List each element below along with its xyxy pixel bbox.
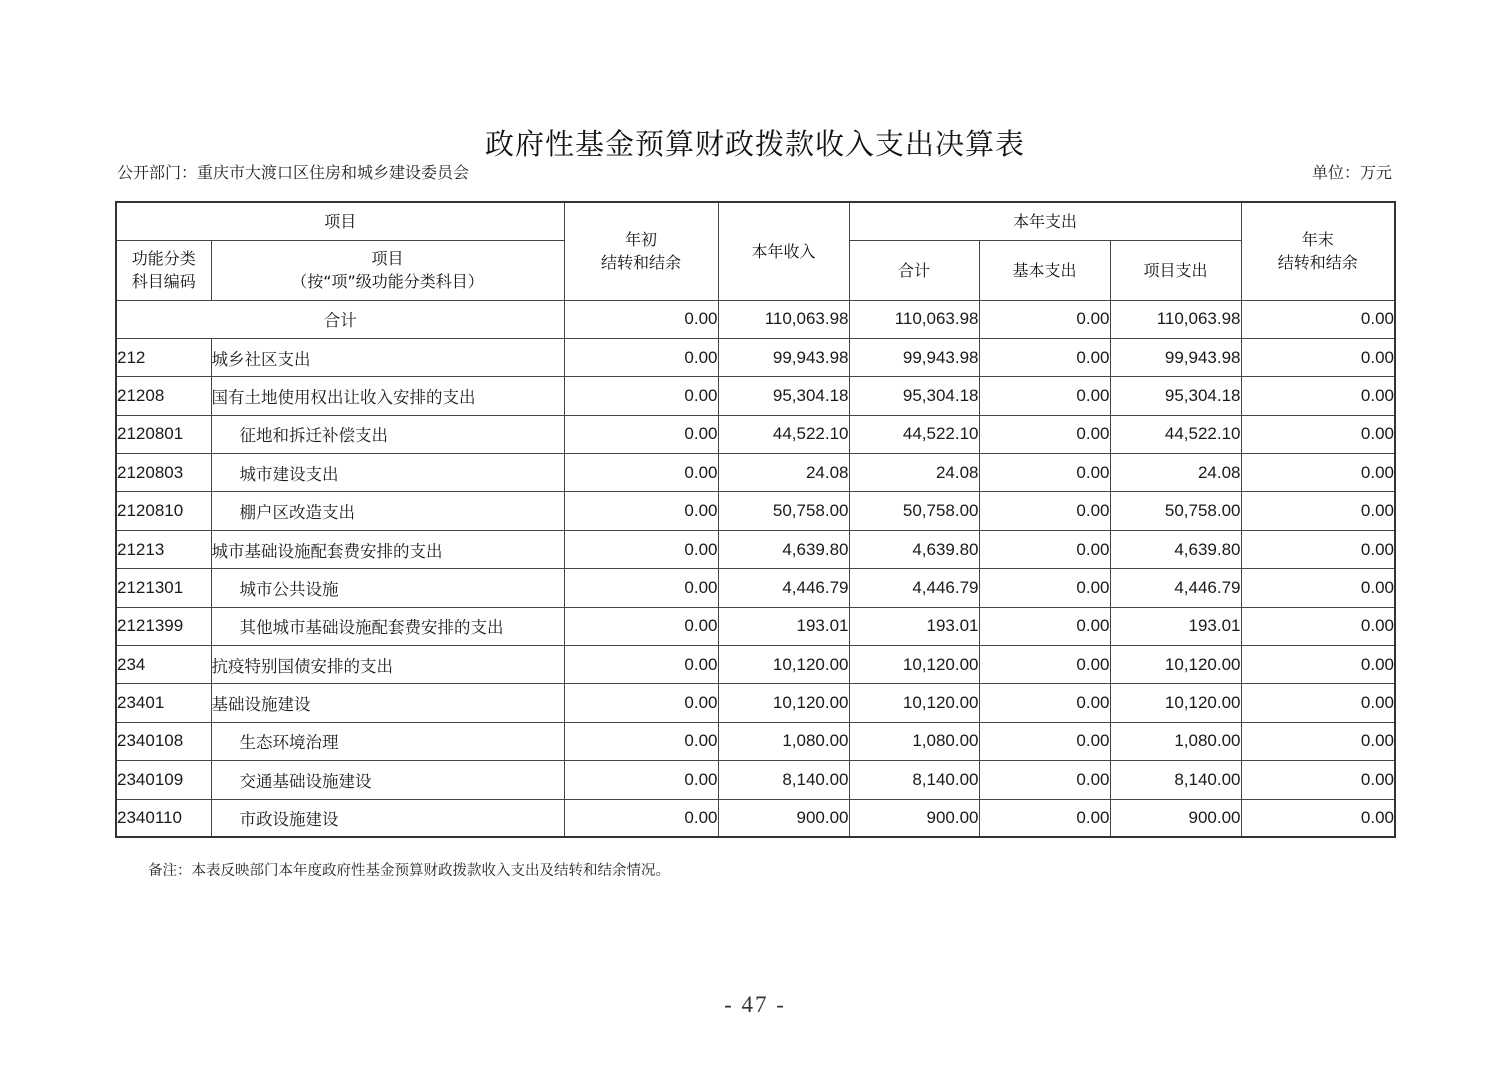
- cell-code: 2120803: [116, 454, 211, 492]
- footnote: 备注：本表反映部门本年度政府性基金预算财政拨款收入支出及结转和结余情况。: [148, 863, 670, 879]
- header-opening-balance-text: 年初 结转和结余: [601, 230, 682, 273]
- cell-income: 193.01: [718, 607, 849, 645]
- cell-expense-project: 10,120.00: [1110, 684, 1241, 722]
- budget-table: [115, 201, 1396, 838]
- table-row: [116, 377, 1395, 415]
- table-row: [116, 492, 1395, 530]
- header-code: [116, 240, 211, 300]
- cell-income: 10,120.00: [718, 684, 849, 722]
- cell-expense-total: 4,446.79: [849, 569, 979, 607]
- cell-name: 生态环境治理: [211, 722, 564, 760]
- cell-closing: 0.00: [1241, 569, 1395, 607]
- cell-expense-basic: 0.00: [979, 492, 1110, 530]
- cell-income: 24.08: [718, 454, 849, 492]
- table-row: [116, 799, 1395, 837]
- total-expense-project: 110,063.98: [1110, 300, 1241, 338]
- cell-income: 4,446.79: [718, 569, 849, 607]
- table-row: [116, 338, 1395, 376]
- cell-expense-total: 44,522.10: [849, 415, 979, 453]
- cell-expense-project: 50,758.00: [1110, 492, 1241, 530]
- total-expense-total: 110,063.98: [849, 300, 979, 338]
- cell-closing: 0.00: [1241, 377, 1395, 415]
- cell-name: 基础设施建设: [211, 684, 564, 722]
- cell-income: 10,120.00: [718, 646, 849, 684]
- cell-expense-basic: 0.00: [979, 607, 1110, 645]
- cell-expense-basic: 0.00: [979, 799, 1110, 837]
- cell-income: 50,758.00: [718, 492, 849, 530]
- header-expense: 本年支出: [849, 202, 1241, 240]
- page-title: 政府性基金预算财政拨款收入支出决算表: [484, 127, 1025, 161]
- cell-expense-total: 10,120.00: [849, 684, 979, 722]
- cell-expense-basic: 0.00: [979, 722, 1110, 760]
- header-item-detail-text: 项目 （按“项”级功能分类科目）: [291, 249, 484, 291]
- total-closing: 0.00: [1241, 300, 1395, 338]
- cell-expense-basic: 0.00: [979, 454, 1110, 492]
- cell-opening: 0.00: [564, 415, 718, 453]
- cell-expense-basic: 0.00: [979, 377, 1110, 415]
- cell-expense-basic: 0.00: [979, 415, 1110, 453]
- cell-code: 2121399: [116, 607, 211, 645]
- cell-closing: 0.00: [1241, 338, 1395, 376]
- cell-expense-total: 10,120.00: [849, 646, 979, 684]
- table-row: [116, 569, 1395, 607]
- cell-income: 95,304.18: [718, 377, 849, 415]
- cell-closing: 0.00: [1241, 607, 1395, 645]
- cell-opening: 0.00: [564, 377, 718, 415]
- table-row: [116, 761, 1395, 799]
- table-row: [116, 722, 1395, 760]
- cell-expense-total: 95,304.18: [849, 377, 979, 415]
- cell-name: 征地和拆迁补偿支出: [211, 415, 564, 453]
- cell-income: 8,140.00: [718, 761, 849, 799]
- cell-expense-basic: 0.00: [979, 569, 1110, 607]
- cell-closing: 0.00: [1241, 761, 1395, 799]
- cell-code: 2121301: [116, 569, 211, 607]
- cell-closing: 0.00: [1241, 415, 1395, 453]
- cell-opening: 0.00: [564, 607, 718, 645]
- cell-income: 99,943.98: [718, 338, 849, 376]
- cell-expense-project: 193.01: [1110, 607, 1241, 645]
- cell-closing: 0.00: [1241, 799, 1395, 837]
- cell-closing: 0.00: [1241, 684, 1395, 722]
- department-label: 公开部门：重庆市大渡口区住房和城乡建设委员会: [117, 163, 470, 182]
- cell-name: 棚户区改造支出: [211, 492, 564, 530]
- cell-name: 城市建设支出: [211, 454, 564, 492]
- cell-expense-project: 4,446.79: [1110, 569, 1241, 607]
- total-income: 110,063.98: [718, 300, 849, 338]
- header-closing-balance-text: 年末 结转和结余: [1277, 230, 1358, 273]
- cell-opening: 0.00: [564, 761, 718, 799]
- cell-name: 其他城市基础设施配套费安排的支出: [211, 607, 564, 645]
- total-opening: 0.00: [564, 300, 718, 338]
- total-label: 合计: [116, 300, 564, 338]
- cell-income: 4,639.80: [718, 530, 849, 568]
- cell-closing: 0.00: [1241, 492, 1395, 530]
- cell-expense-total: 8,140.00: [849, 761, 979, 799]
- cell-opening: 0.00: [564, 646, 718, 684]
- cell-closing: 0.00: [1241, 646, 1395, 684]
- header-expense-total: 合计: [849, 240, 979, 300]
- cell-code: 234: [116, 646, 211, 684]
- cell-expense-project: 10,120.00: [1110, 646, 1241, 684]
- cell-code: 212: [116, 338, 211, 376]
- cell-code: 21208: [116, 377, 211, 415]
- cell-name: 城乡社区支出: [211, 338, 564, 376]
- cell-expense-project: 24.08: [1110, 454, 1241, 492]
- cell-expense-basic: 0.00: [979, 646, 1110, 684]
- cell-expense-project: 8,140.00: [1110, 761, 1241, 799]
- cell-expense-project: 900.00: [1110, 799, 1241, 837]
- cell-name: 国有土地使用权出让收入安排的支出: [211, 377, 564, 415]
- cell-name: 抗疫特别国债安排的支出: [211, 646, 564, 684]
- cell-income: 900.00: [718, 799, 849, 837]
- cell-expense-basic: 0.00: [979, 761, 1110, 799]
- table-row: [116, 454, 1395, 492]
- cell-expense-total: 50,758.00: [849, 492, 979, 530]
- page-number: - 47 -: [724, 992, 786, 1017]
- cell-expense-total: 900.00: [849, 799, 979, 837]
- header-opening-balance: [564, 202, 718, 300]
- table-row: [116, 607, 1395, 645]
- header-income: 本年收入: [718, 202, 849, 300]
- cell-code: 2340110: [116, 799, 211, 837]
- cell-expense-total: 193.01: [849, 607, 979, 645]
- cell-name: 市政设施建设: [211, 799, 564, 837]
- cell-expense-total: 4,639.80: [849, 530, 979, 568]
- header-item: 项目: [116, 202, 564, 240]
- cell-expense-total: 99,943.98: [849, 338, 979, 376]
- cell-code: 2120810: [116, 492, 211, 530]
- cell-closing: 0.00: [1241, 530, 1395, 568]
- cell-closing: 0.00: [1241, 454, 1395, 492]
- table-row: [116, 530, 1395, 568]
- cell-code: 2340109: [116, 761, 211, 799]
- cell-name: 交通基础设施建设: [211, 761, 564, 799]
- cell-closing: 0.00: [1241, 722, 1395, 760]
- total-expense-basic: 0.00: [979, 300, 1110, 338]
- cell-opening: 0.00: [564, 454, 718, 492]
- header-closing-balance: [1241, 202, 1395, 300]
- total-row: [116, 300, 1395, 338]
- cell-expense-total: 1,080.00: [849, 722, 979, 760]
- cell-expense-total: 24.08: [849, 454, 979, 492]
- header-item-detail: [211, 240, 564, 300]
- cell-expense-project: 4,639.80: [1110, 530, 1241, 568]
- cell-opening: 0.00: [564, 799, 718, 837]
- cell-code: 21213: [116, 530, 211, 568]
- cell-name: 城市公共设施: [211, 569, 564, 607]
- cell-expense-project: 1,080.00: [1110, 722, 1241, 760]
- header-code-text: 功能分类 科目编码: [131, 249, 196, 291]
- table-row: [116, 415, 1395, 453]
- cell-expense-project: 95,304.18: [1110, 377, 1241, 415]
- table-row: [116, 684, 1395, 722]
- header-expense-project: 项目支出: [1110, 240, 1241, 300]
- cell-code: 2340108: [116, 722, 211, 760]
- cell-expense-basic: 0.00: [979, 338, 1110, 376]
- cell-opening: 0.00: [564, 338, 718, 376]
- unit-label: 单位：万元: [1311, 163, 1392, 182]
- cell-expense-project: 99,943.98: [1110, 338, 1241, 376]
- cell-income: 1,080.00: [718, 722, 849, 760]
- cell-code: 2120801: [116, 415, 211, 453]
- cell-opening: 0.00: [564, 722, 718, 760]
- cell-expense-basic: 0.00: [979, 684, 1110, 722]
- cell-opening: 0.00: [564, 530, 718, 568]
- header-expense-basic: 基本支出: [979, 240, 1110, 300]
- cell-income: 44,522.10: [718, 415, 849, 453]
- cell-name: 城市基础设施配套费安排的支出: [211, 530, 564, 568]
- cell-expense-basic: 0.00: [979, 530, 1110, 568]
- cell-opening: 0.00: [564, 684, 718, 722]
- cell-opening: 0.00: [564, 492, 718, 530]
- cell-expense-project: 44,522.10: [1110, 415, 1241, 453]
- cell-code: 23401: [116, 684, 211, 722]
- table-row: [116, 646, 1395, 684]
- cell-opening: 0.00: [564, 569, 718, 607]
